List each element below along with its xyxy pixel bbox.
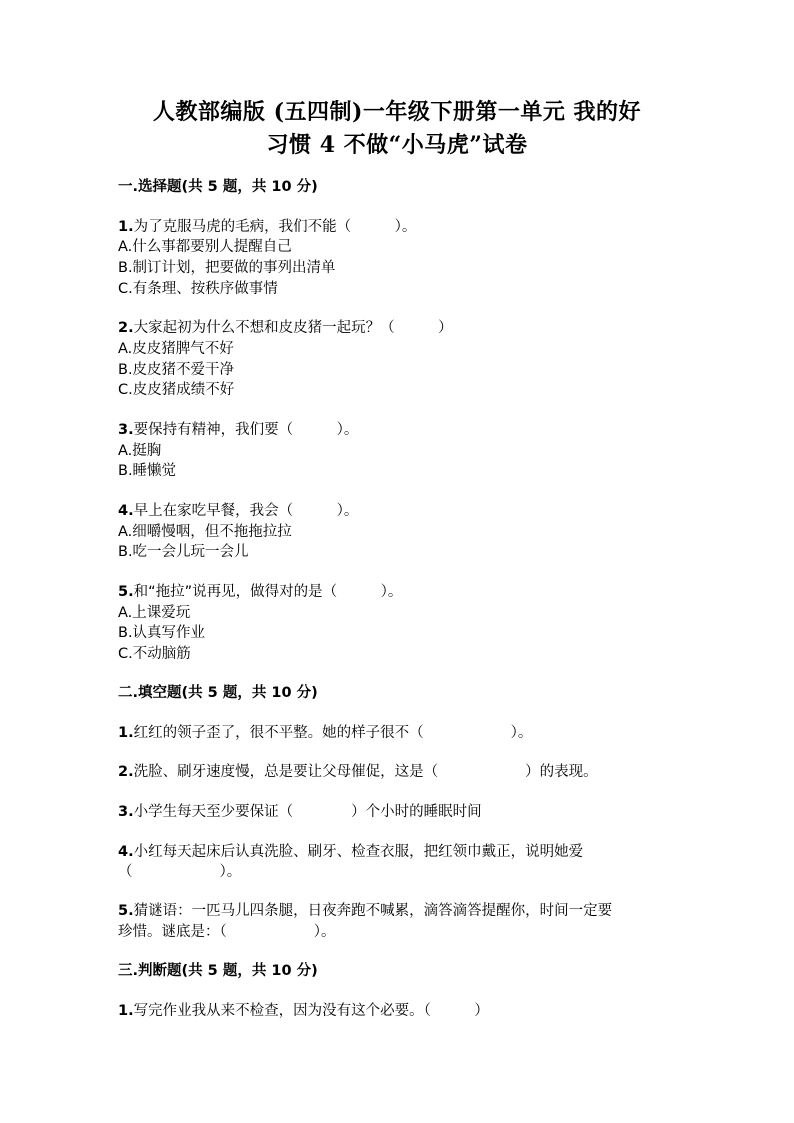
choice-option: A.细嚼慢咽，但不拖拖拉拉 (118, 524, 292, 540)
question-number: 5. (118, 903, 134, 919)
section-heading-judge: 三.判断题(共 5 题，共 10 分) (118, 963, 318, 979)
choice-option: A.什么事都要别人提醒自己 (118, 239, 292, 255)
choice-option: B.制订计划，把要做的事列出清单 (118, 260, 336, 276)
question-number: 5. (118, 584, 134, 600)
question-stem: 要保持有精神，我们要（ ）。 (133, 422, 359, 438)
fill-question-5-continuation: 珍惜。谜底是：（ ）。 (118, 924, 336, 940)
choice-option: B.吃一会儿玩一会儿 (118, 544, 249, 560)
choice-option: C.皮皮猪成绩不好 (118, 382, 235, 398)
choice-option: A.皮皮猪脾气不好 (118, 341, 234, 357)
choice-option: C.不动脑筋 (118, 646, 191, 662)
choice-question-1 (118, 217, 416, 237)
fill-question-1 (118, 723, 532, 743)
question-number: 2. (118, 764, 134, 780)
choice-question-5 (118, 582, 402, 602)
choice-option: A.上课爱玩 (118, 605, 191, 621)
question-number: 4. (118, 844, 134, 860)
exam-title-line-1: 人教部编版 (五四制)一年级下册第一单元 我的好 (152, 99, 642, 125)
fill-question-2 (118, 762, 598, 782)
question-number: 3. (118, 804, 134, 820)
question-stem: 写完作业我从来不检查，因为没有这个必要。（ ） (133, 1003, 489, 1019)
choice-option: B.认真写作业 (118, 625, 206, 641)
exam-title-line-2: 习惯 4 不做“小马虎”试卷 (266, 132, 528, 158)
question-stem: 猜谜语：一匹马儿四条腿，日夜奔跑不喊累，滴答滴答提醒你，时间一定要 (133, 903, 613, 919)
question-number: 4. (118, 503, 134, 519)
fill-question-5 (118, 901, 612, 921)
fill-question-4-continuation: （ ）。 (118, 864, 242, 880)
section-heading-choice: 一.选择题(共 5 题，共 10 分) (118, 179, 318, 195)
question-number: 1. (118, 219, 134, 235)
choice-question-4 (118, 501, 358, 521)
fill-question-3 (118, 802, 482, 822)
question-number: 1. (118, 1003, 134, 1019)
question-number: 2. (118, 320, 134, 336)
question-stem: 红红的领子歪了，很不平整。她的样子很不（ ）。 (133, 725, 533, 741)
choice-option: C.有条理、按秩序做事情 (118, 281, 278, 297)
fill-question-4 (118, 842, 583, 862)
question-stem: 小学生每天至少要保证（ ）个小时的睡眠时间 (133, 804, 482, 820)
question-number: 3. (118, 422, 134, 438)
question-number: 1. (118, 725, 134, 741)
choice-option: B.皮皮猪不爱干净 (118, 362, 235, 378)
question-stem: 小红每天起床后认真洗脸、刷牙、检查衣服，把红领巾戴正，说明她爱 (133, 844, 584, 860)
choice-question-2 (118, 318, 453, 338)
judge-question-1 (118, 1001, 489, 1021)
choice-option: A.挺胸 (118, 443, 162, 459)
question-stem: 早上在家吃早餐，我会（ ）。 (133, 503, 359, 519)
question-stem: 和“拖拉”说再见，做得对的是（ ）。 (133, 584, 403, 600)
choice-option: B.睡懒觉 (118, 463, 177, 479)
question-stem: 大家起初为什么不想和皮皮猪一起玩？（ ） (133, 320, 453, 336)
section-heading-fill: 二.填空题(共 5 题，共 10 分) (118, 685, 318, 701)
question-stem: 为了克服马虎的毛病，我们不能（ ）。 (133, 219, 417, 235)
question-stem: 洗脸、刷牙速度慢，总是要让父母催促，这是（ ）的表现。 (133, 764, 598, 780)
choice-question-3 (118, 420, 358, 440)
